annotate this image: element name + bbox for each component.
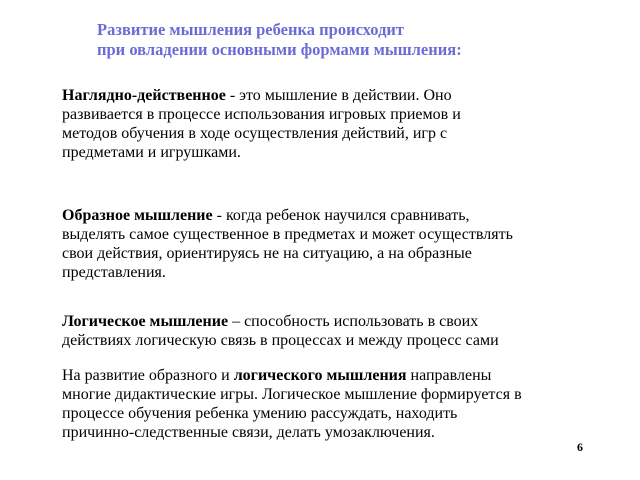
paragraph-line: действиях логическую связь в процессах и между процесс сами	[62, 332, 499, 349]
slide-title	[97, 20, 597, 60]
page-number: 6	[577, 440, 583, 454]
paragraph-visual-thinking	[62, 86, 582, 162]
paragraph-text: На развитие образного и	[62, 367, 234, 384]
paragraph-line: причинно-следственные связи, делать умозаключения.	[62, 424, 435, 441]
paragraph-figurative-thinking	[62, 206, 582, 282]
paragraph-line: свои действия, ориентируясь не на ситуацию, а на образные	[62, 245, 472, 262]
term-figurative: Образное мышление	[62, 207, 213, 224]
paragraph-line: представления.	[62, 264, 166, 281]
paragraph-line: развивается в процессе использования игровых приемов и	[62, 106, 461, 123]
paragraph-line	[62, 206, 582, 225]
paragraph-logical-thinking	[62, 312, 582, 350]
paragraph-line: многие дидактические игры. Логическое мышление формируется в	[62, 386, 522, 403]
paragraph-line	[62, 312, 582, 331]
paragraph-line: выделять самое существенное в предметах и может осуществлять	[62, 226, 513, 243]
paragraph-line: процессе обучения ребенка умению рассуждать, находить	[62, 405, 458, 422]
title-line-1: Развитие мышления ребенка происходит	[97, 20, 405, 39]
paragraph-line: методов обучения в ходе осуществления действий, игр с	[62, 125, 448, 142]
title-line-2-text: при овладении основными формами мышления	[97, 40, 457, 59]
paragraph-development	[62, 366, 582, 442]
term-visual-action: Наглядно-действенное	[62, 87, 226, 104]
paragraph-line: предметами и игрушками.	[62, 144, 241, 161]
paragraph-text: - это мышление в действии. Оно	[225, 87, 452, 104]
title-line-2	[97, 40, 597, 60]
term-logical-inline: логического мышления	[233, 367, 407, 384]
term-logical: Логическое мышление	[62, 313, 229, 330]
paragraph-text: направлены	[406, 367, 492, 384]
paragraph-text: - когда ребенок научился сравнивать,	[212, 207, 470, 224]
paragraph-line	[62, 86, 582, 105]
paragraph-line	[62, 366, 582, 385]
title-colon: :	[456, 40, 462, 59]
paragraph-text: – способность использовать в своих	[228, 313, 479, 330]
